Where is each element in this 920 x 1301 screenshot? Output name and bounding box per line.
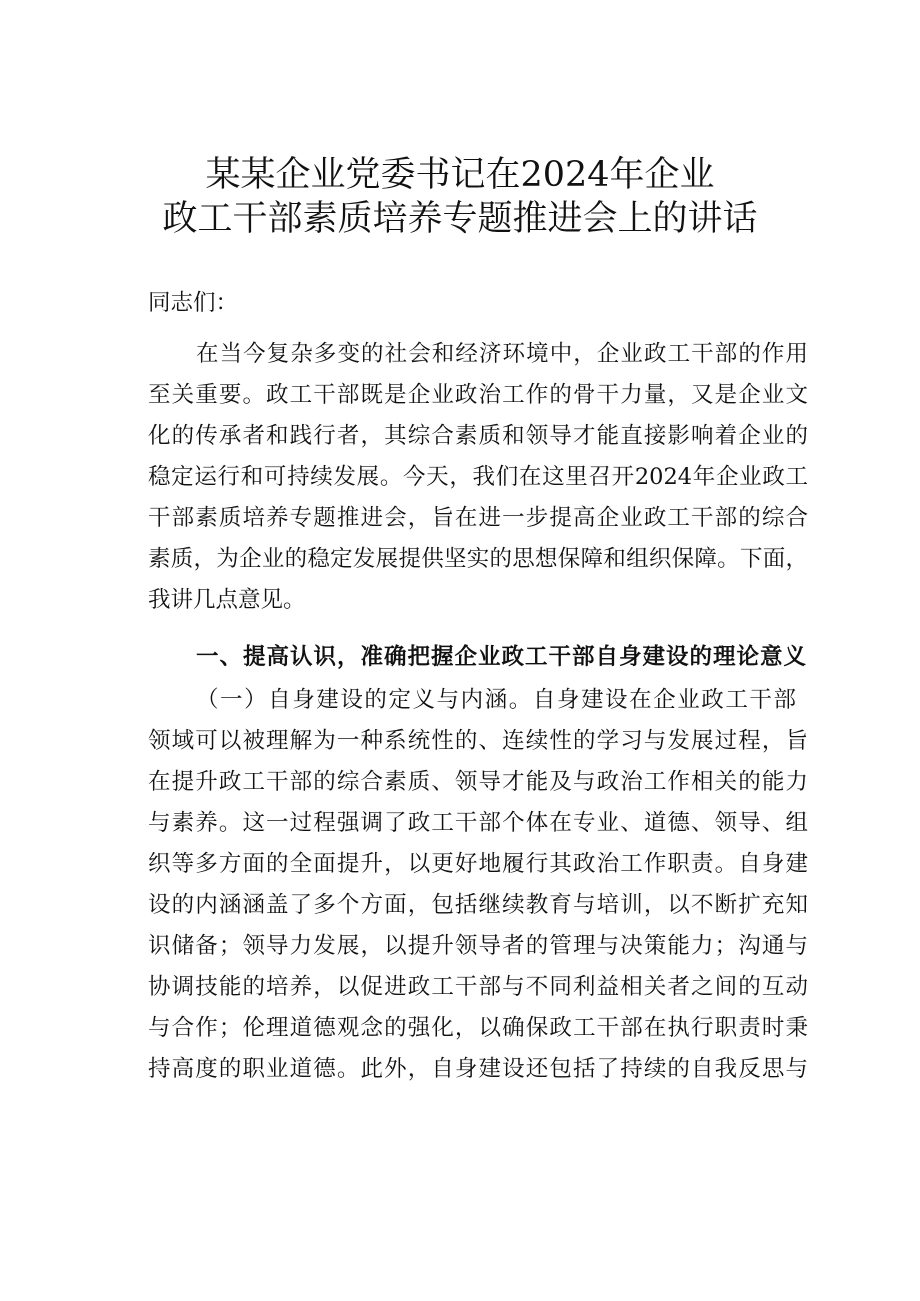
paragraph-line: （一）自身建设的定义与内涵。自身建设在企业政工干部 <box>196 687 796 713</box>
paragraph-line: 素质，为企业的稳定发展提供坚实的思想保障和组织保障。下面， <box>148 546 808 572</box>
paragraph-line: 织等多方面的全面提升，以更好地履行其政治工作职责。自身建 <box>148 851 808 877</box>
paragraph-line: 设的内涵涵盖了多个方面，包括继续教育与培训，以不断扩充知 <box>148 892 808 918</box>
paragraph-line: 协调技能的培养，以促进政工干部与不同利益相关者之间的互动 <box>148 974 808 1000</box>
paragraph-line: 在提升政工干部的综合素质、领导才能及与政治工作相关的能力 <box>148 769 808 795</box>
document-title-line-2: 政工干部素质培养专题推进会上的讲话 <box>162 199 758 239</box>
section-heading-1: 一、提高认识，准确把握企业政工干部自身建设的理论意义 <box>196 644 806 670</box>
paragraph-line: 稳定运行和可持续发展。今天，我们在这里召开2024年企业政工 <box>148 464 808 490</box>
paragraph-line: 与素养。这一过程强调了政工干部个体在专业、道德、领导、组 <box>148 810 808 836</box>
paragraph-line: 识储备；领导力发展，以提升领导者的管理与决策能力；沟通与 <box>148 933 808 959</box>
document-title-line-1: 某某企业党委书记在2024年企业 <box>205 155 715 195</box>
paragraph-line: 与合作；伦理道德观念的强化，以确保政工干部在执行职责时秉 <box>148 1015 808 1041</box>
salutation: 同志们： <box>148 290 239 316</box>
paragraph-line: 持高度的职业道德。此外，自身建设还包括了持续的自我反思与 <box>148 1056 808 1082</box>
paragraph-line: 领域可以被理解为一种系统性的、连续性的学习与发展过程，旨 <box>148 728 808 754</box>
paragraph-line: 至关重要。政工干部既是企业政治工作的骨干力量，又是企业文 <box>148 382 808 408</box>
paragraph-line: 我讲几点意见。 <box>148 587 306 613</box>
paragraph-line: 化的传承者和践行者，其综合素质和领导才能直接影响着企业的 <box>148 423 808 449</box>
paragraph-line: 在当今复杂多变的社会和经济环境中，企业政工干部的作用 <box>196 341 808 367</box>
paragraph-line: 干部素质培养专题推进会，旨在进一步提高企业政工干部的综合 <box>148 505 808 531</box>
